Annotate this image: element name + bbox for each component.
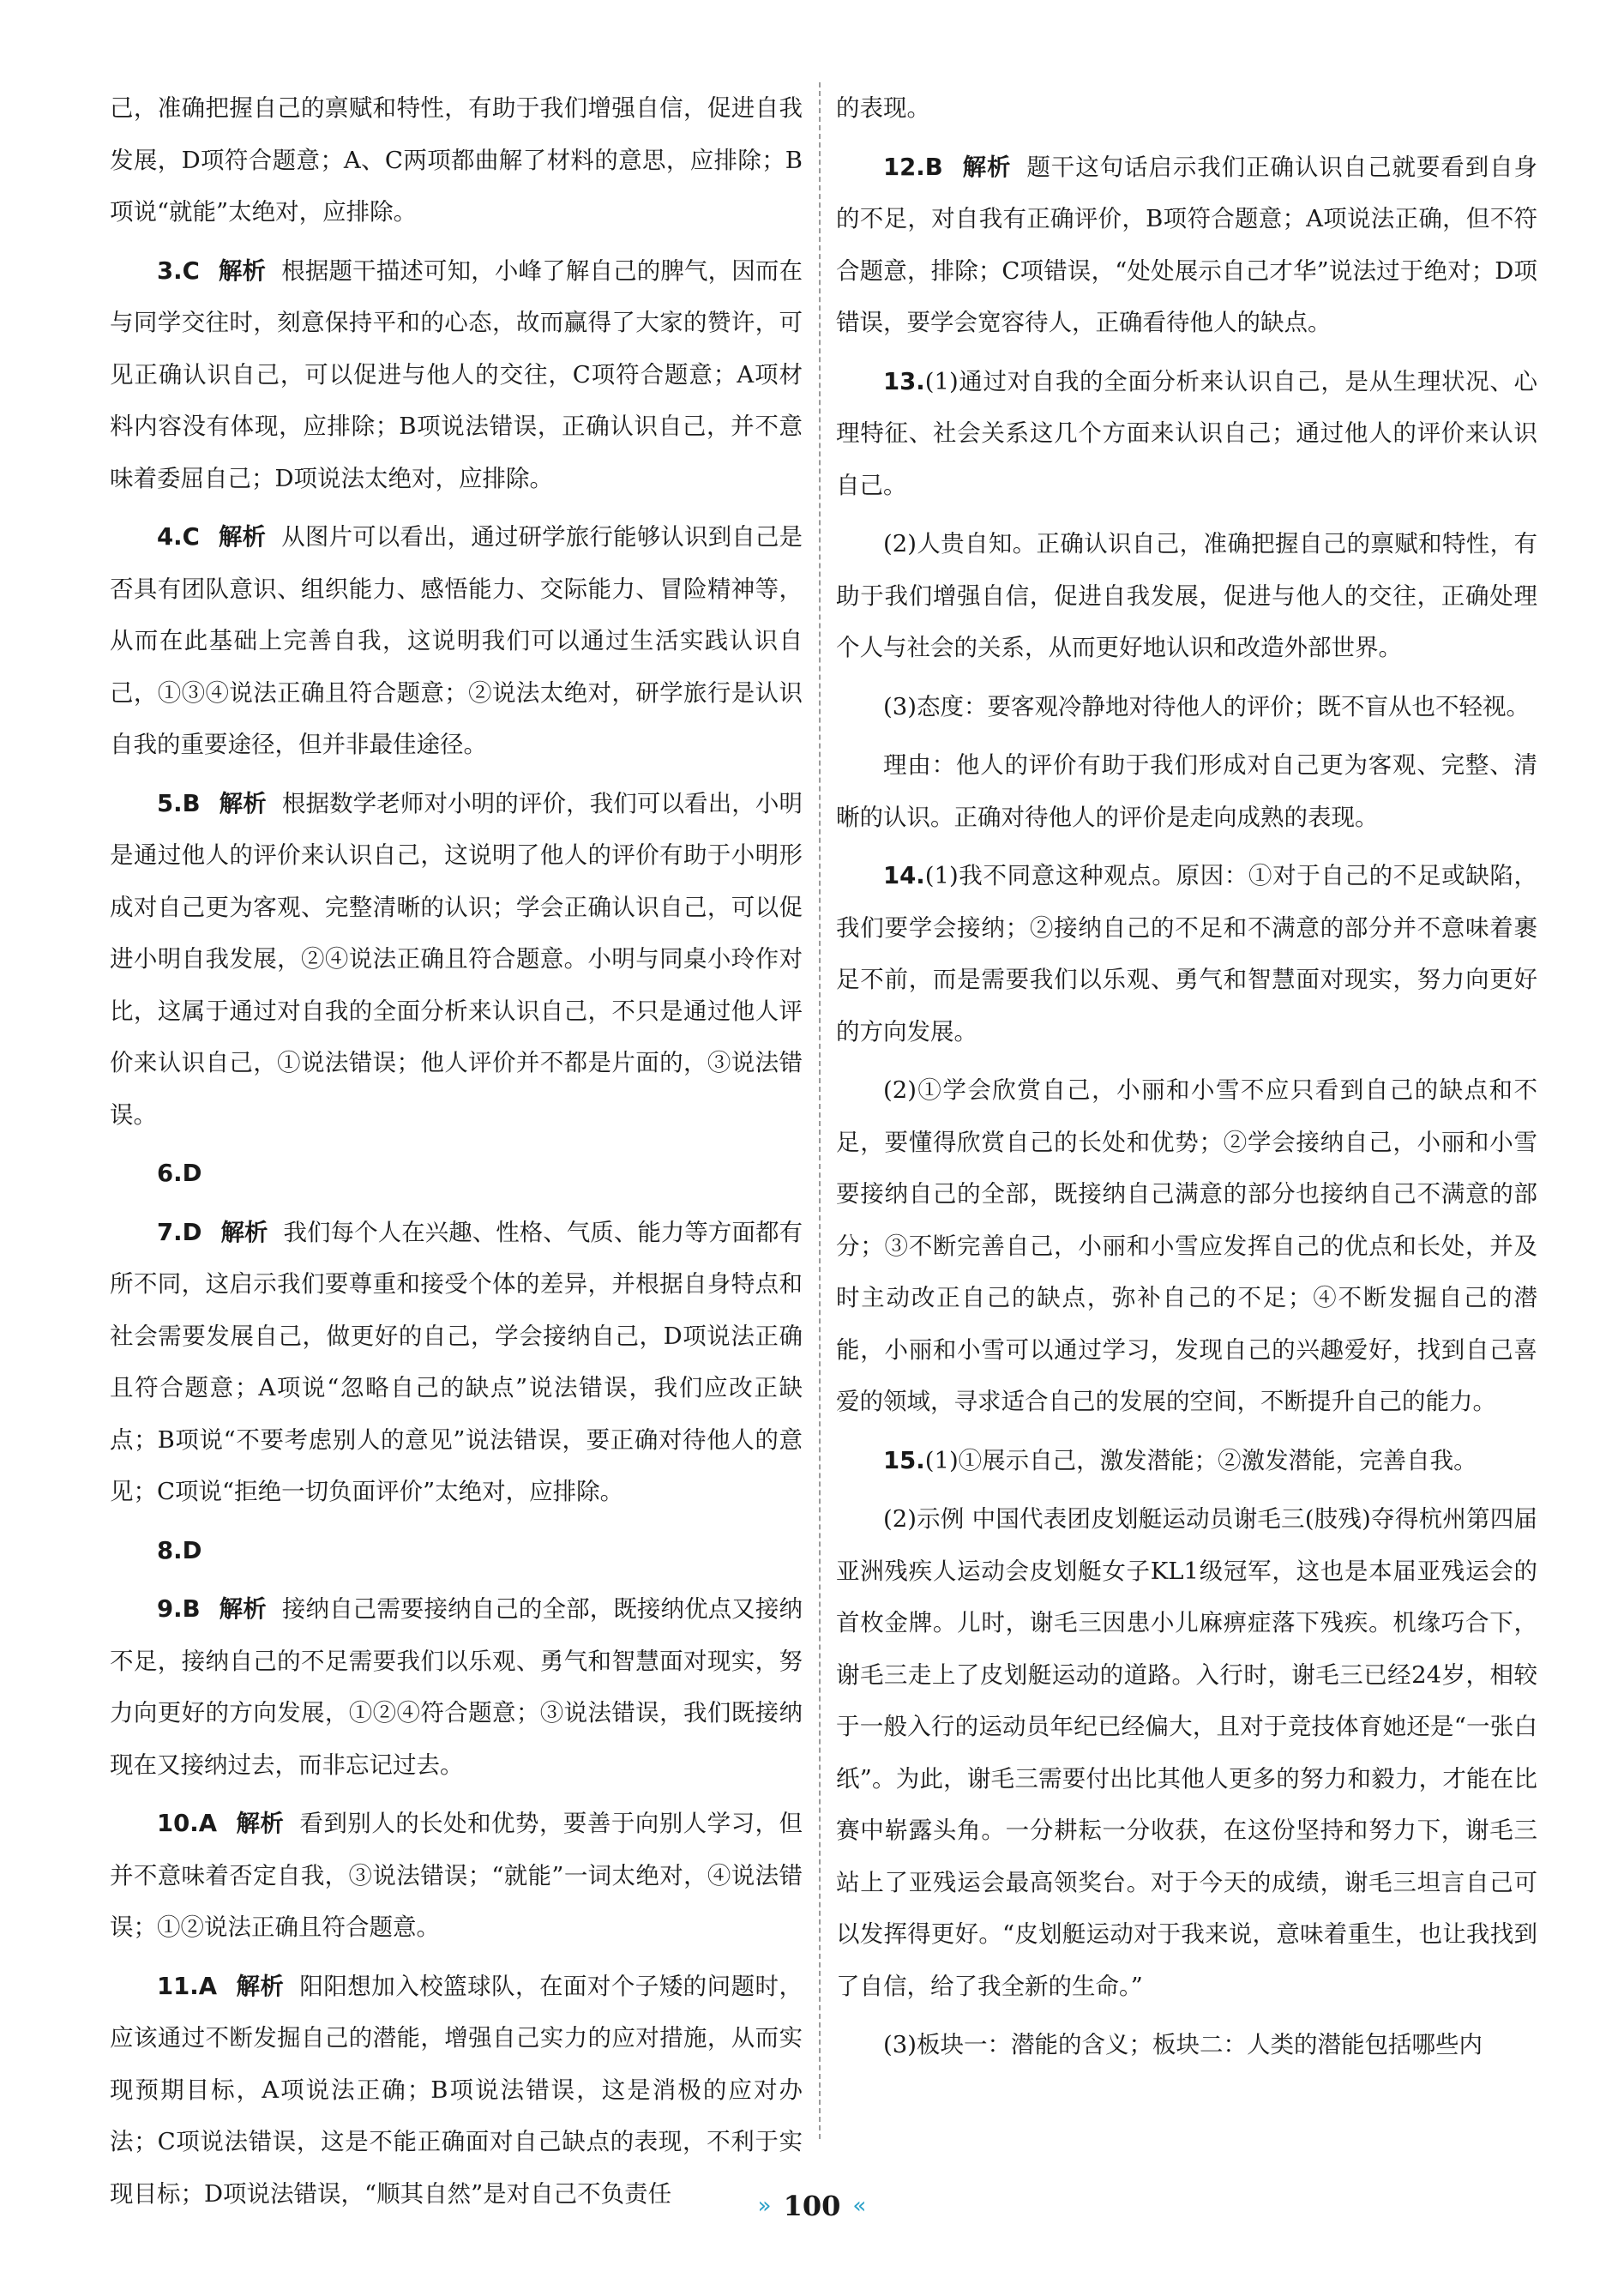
left-column (110, 82, 803, 2227)
question-number: 5. (157, 789, 183, 817)
explanation-text: 看到别人的长处和优势，要善于向别人学习，但并不意味着否定自我，③说法错误；“就能”一词太绝对，④说法错误；①②说法正确且符合题意。 (110, 1810, 803, 1941)
explanation-text: (2)人贵自知。正确认识自己，准确把握自己的禀赋和特性，有助于我们增强自信，促进自我发展，促进与他人的交往，正确处理个人与社会的关系，从而更好地认识和改造外部世界。 (836, 530, 1537, 661)
answer-choice: C (182, 256, 200, 285)
answer-item (110, 1798, 803, 1954)
explanation-text: 根据数学老师对小明的评价，我们可以看出，小明是通过他人的评价来认识自己，这说明了他人的评价有助于小明形成对自己更为客观、完整清晰的认识；学会正确认识自己，可以促进小明自我发展，②④说法正确且符合题意。小明与同桌小玲作对比，这属于通过对自我的全面分析来认识自己，不只是通过他人评价来认识自己，①说法错误；他人评价并不都是片面的，③说法错误。 (110, 789, 803, 1129)
question-number: 8. (157, 1536, 183, 1564)
question-number: 7. (157, 1218, 183, 1246)
analysis-label: 解析 (220, 1218, 268, 1246)
answer-item (110, 245, 803, 505)
page-number: 100 (783, 2190, 841, 2222)
analysis-label: 解析 (961, 153, 1012, 181)
answer-paragraph (836, 518, 1537, 674)
explanation-text: (1)我不同意这种观点。原因：①对于自己的不足或缺陷，我们要学会接纳；②接纳自己的不足和不满意的部分并不意味着裹足不前，而是需要我们以乐观、勇气和智慧面对现实，努力向更好的方向发展。 (836, 862, 1537, 1046)
answer-choice: B (924, 153, 943, 181)
answer-item (110, 1148, 803, 1200)
question-number: 15. (883, 1446, 925, 1474)
answer-item (836, 356, 1537, 512)
answer-choice: D (182, 1536, 202, 1564)
explanation-text: (2)示例 中国代表团皮划艇运动员谢毛三(肢残)夺得杭州第四届亚洲残疾人运动会皮划艇女子KL1级冠军，这也是本届亚残运会的首枚金牌。儿时，谢毛三因患小儿麻痹症落下残疾。机缘巧合下，谢毛三走上了皮划艇运动的道路。入行时，谢毛三已经24岁，相较于一般入行的运动员年纪已经偏大，且对于竞技体育她还是“一张白纸”。为此，谢毛三需要付出比其他人更多的努力和毅力，才能在比赛中崭露头角。一分耕耘一分收获，在这份坚持和努力下，谢毛三站上了亚残运会最高领奖台。对于今天的成绩，谢毛三坦言自己可以发挥得更好。“皮划艇运动对于我来说，意味着重生，也让我找到了自信，给了我全新的生命。” (836, 1505, 1537, 2000)
page-footer (0, 2180, 1624, 2232)
answer-choice: D (182, 1160, 202, 1187)
explanation-text: 我们每个人在兴趣、性格、气质、能力等方面都有所不同，这启示我们要尊重和接受个体的差异，并根据自身特点和社会需要发展自己，做更好的自己，学会接纳自己，D项说法正确且符合题意；A项说“忽略自己的缺点”说法错误，我们应改正缺点；B项说“不要考虑别人的意见”说法错误，要正确对待他人的意见；C项说“拒绝一切负面评价”太绝对，应排除。 (110, 1218, 803, 1505)
analysis-label: 解析 (219, 789, 267, 817)
column-divider (819, 82, 821, 2139)
question-number: 13. (883, 367, 925, 395)
question-number: 9. (157, 1595, 183, 1623)
explanation-text: 从图片可以看出，通过研学旅行能够认识到自己是否具有团队意识、组织能力、感悟能力、交际能力、冒险精神等，从而在此基础上完善自我，这说明我们可以通过生活实践认识自己，①③④说法正确且符合题意；②说法太绝对，研学旅行是认识自我的重要途径，但并非最佳途径。 (110, 523, 803, 758)
explanation-text: 根据题干描述可知，小峰了解自己的脾气，因而在与同学交往时，刻意保持平和的心态，故而赢得了大家的赞许，可见正确认识自己，可以促进与他人的交往，C项符合题意；A项材料内容没有体现，应排除；B项说法错误，正确认识自己，并不意味着委屈自己；D项说法太绝对，应排除。 (110, 256, 803, 492)
answer-item (110, 511, 803, 771)
answer-paragraph (110, 82, 803, 238)
answer-item (836, 142, 1537, 349)
answer-paragraph (836, 2019, 1537, 2071)
explanation-text: 理由：他人的评价有助于我们形成对自己更为客观、完整、清晰的认识。正确对待他人的评价是走向成熟的表现。 (836, 751, 1537, 831)
explanation-text: (1)通过对自我的全面分析来认识自己，是从生理状况、心理特征、社会关系这几个方面来认识自己；通过他人的评价来认识自己。 (836, 367, 1537, 499)
analysis-label: 解析 (236, 1972, 285, 2000)
question-number: 4. (157, 523, 183, 551)
question-number: 11. (157, 1972, 199, 2000)
analysis-label: 解析 (219, 1595, 267, 1623)
answer-item (110, 1207, 803, 1518)
right-arrow-icon: » (757, 2193, 772, 2219)
analysis-label: 解析 (236, 1810, 285, 1837)
answer-paragraph (836, 681, 1537, 733)
answer-choice: D (182, 1218, 202, 1246)
answer-paragraph (836, 82, 1537, 135)
answer-choice: A (198, 1810, 218, 1837)
answer-paragraph (836, 1493, 1537, 2012)
answer-item (110, 778, 803, 1142)
answer-choice: B (182, 789, 201, 817)
explanation-text: 己，准确把握自己的禀赋和特性，有助于我们增强自信，促进自我发展，D项符合题意；A、C两项都曲解了材料的意思，应排除；B项说“就能”太绝对，应排除。 (110, 94, 803, 226)
explanation-text: 接纳自己需要接纳自己的全部，既接纳优点又接纳不足，接纳自己的不足需要我们以乐观、勇气和智慧面对现实，努力向更好的方向发展，①②④符合题意；③说法错误，我们既接纳现在又接纳过去，而非忘记过去。 (110, 1595, 803, 1779)
explanation-text: (1)①展示自己，激发潜能；②激发潜能，完善自我。 (924, 1446, 1477, 1474)
explanation-text: 题干这句话启示我们正确认识自己就要看到自身的不足，对自我有正确评价，B项符合题意；A项说法正确，但不符合题意，排除；C项错误，“处处展示自己才华”说法过于绝对；D项错误，要学会宽容待人，正确看待他人的缺点。 (836, 153, 1538, 336)
answer-choice: B (182, 1595, 201, 1623)
answer-paragraph (836, 739, 1537, 843)
answer-choice: A (198, 1972, 218, 2000)
analysis-label: 解析 (218, 256, 267, 285)
answer-item (110, 1525, 803, 1577)
answer-item (110, 1583, 803, 1791)
answer-choice: C (182, 523, 200, 551)
explanation-text: 的表现。 (836, 94, 930, 122)
explanation-text: 阳阳想加入校篮球队，在面对个子矮的问题时，应该通过不断发掘自己的潜能，增强自己实力的应对措施，从而实现预期目标，A项说法正确；B项说法错误，这是消极的应对办法；C项说法错误，这是不能正确面对自己缺点的表现，不利于实现目标；D项说法错误，“顺其自然”是对自己不负责任 (110, 1972, 803, 2208)
explanation-text: (3)态度：要客观冷静地对待他人的评价；既不盲从也不轻视。 (883, 692, 1530, 720)
answer-paragraph (836, 1064, 1537, 1428)
analysis-label: 解析 (218, 523, 267, 551)
answer-item (836, 1435, 1537, 1487)
explanation-text: (2)①学会欣赏自己，小丽和小雪不应只看到自己的缺点和不足，要懂得欣赏自己的长处和优势；②学会接纳自己，小丽和小雪要接纳自己的全部，既接纳自己满意的部分也接纳自己不满意的部分；③不断完善自己，小丽和小雪应发挥自己的优点和长处，并及时主动改正自己的缺点，弥补自己的不足；④不断发掘自己的潜能，小丽和小雪可以通过学习，发现自己的兴趣爱好，找到自己喜爱的领域，寻求适合自己的发展的空间，不断提升自己的能力。 (836, 1076, 1537, 1415)
question-number: 14. (883, 862, 925, 889)
question-number: 3. (157, 256, 183, 285)
question-number: 10. (157, 1810, 199, 1837)
answer-item (836, 850, 1537, 1058)
question-number: 12. (883, 153, 925, 181)
explanation-text: (3)板块一：潜能的含义；板块二：人类的潜能包括哪些内 (883, 2031, 1483, 2058)
question-number: 6. (157, 1160, 183, 1187)
left-arrow-icon: « (852, 2193, 867, 2219)
right-column (836, 82, 1537, 2078)
